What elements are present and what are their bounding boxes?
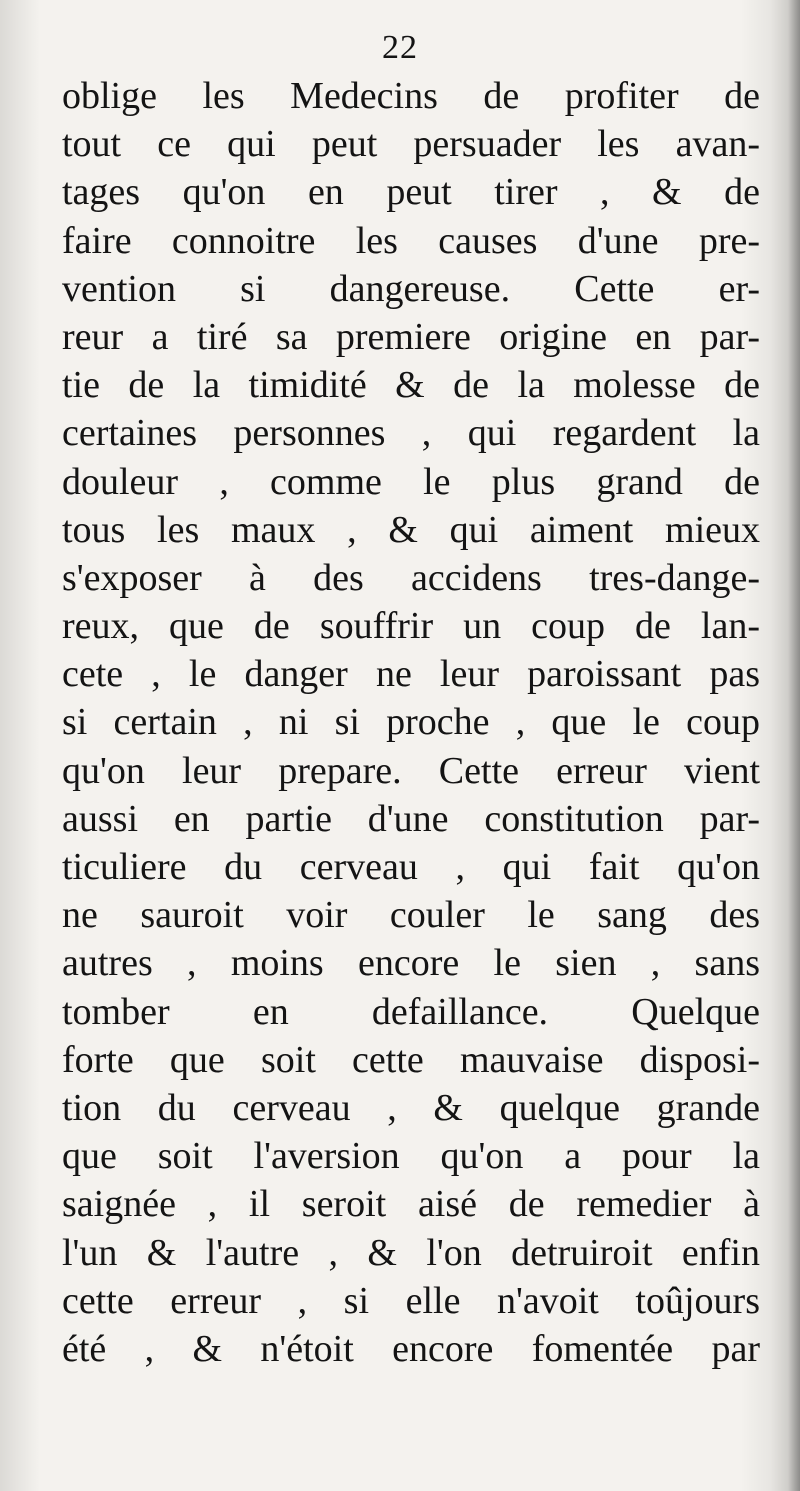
- text-line: cette erreur , si elle n'avoit toûjours: [62, 1279, 760, 1322]
- text-line: tages qu'on en peut tirer , & de: [62, 171, 760, 214]
- text-line: si certain , ni si proche , que le coup: [62, 701, 760, 744]
- text-line: tie de la timidité & de la molesse de: [62, 364, 760, 407]
- text-line: ne sauroit voir couler le sang des: [62, 894, 760, 937]
- text-line: certaines personnes , qui regardent la: [62, 412, 760, 455]
- text-line: tous les maux , & qui aiment mieux: [62, 508, 760, 551]
- text-line: saignée , il seroit aisé de remedier à: [62, 1183, 760, 1226]
- text-line: qu'on leur prepare. Cette erreur vient: [62, 749, 760, 792]
- text-line: été , & n'étoit encore fomentée par: [62, 1327, 760, 1370]
- text-line: vention si dangereuse. Cette er-: [62, 267, 760, 310]
- text-line: l'un & l'autre , & l'on detruiroit enfin: [62, 1231, 760, 1274]
- text-line: reur a tiré sa premiere origine en par-: [62, 315, 760, 358]
- text-line: autres , moins encore le sien , sans: [62, 942, 760, 985]
- text-line: faire connoitre les causes d'une pre-: [62, 219, 760, 262]
- text-line: tout ce qui peut persuader les avan-: [62, 123, 760, 166]
- text-line: reux, que de souffrir un coup de lan-: [62, 605, 760, 648]
- text-line: que soit l'aversion qu'on a pour la: [62, 1135, 760, 1178]
- text-line: forte que soit cette mauvaise disposi-: [62, 1038, 760, 1081]
- text-line: s'exposer à des accidens tres-dange-: [62, 556, 760, 599]
- text-line: douleur , comme le plus grand de: [62, 460, 760, 503]
- text-line: aussi en partie d'une constitution par-: [62, 797, 760, 840]
- page-edge-shadow: [788, 0, 800, 1491]
- text-line: oblige les Medecins de profiter de: [62, 75, 760, 117]
- text-line: cete , le danger ne leur paroissant pas: [62, 653, 760, 696]
- text-line: tion du cerveau , & quelque grande: [62, 1086, 760, 1129]
- text-line: tomber en defaillance. Quelque: [62, 990, 760, 1033]
- page-number: 22: [382, 29, 418, 66]
- body-text: [62, 72, 760, 1373]
- text-line: ticuliere du cerveau , qui fait qu'on: [62, 846, 760, 888]
